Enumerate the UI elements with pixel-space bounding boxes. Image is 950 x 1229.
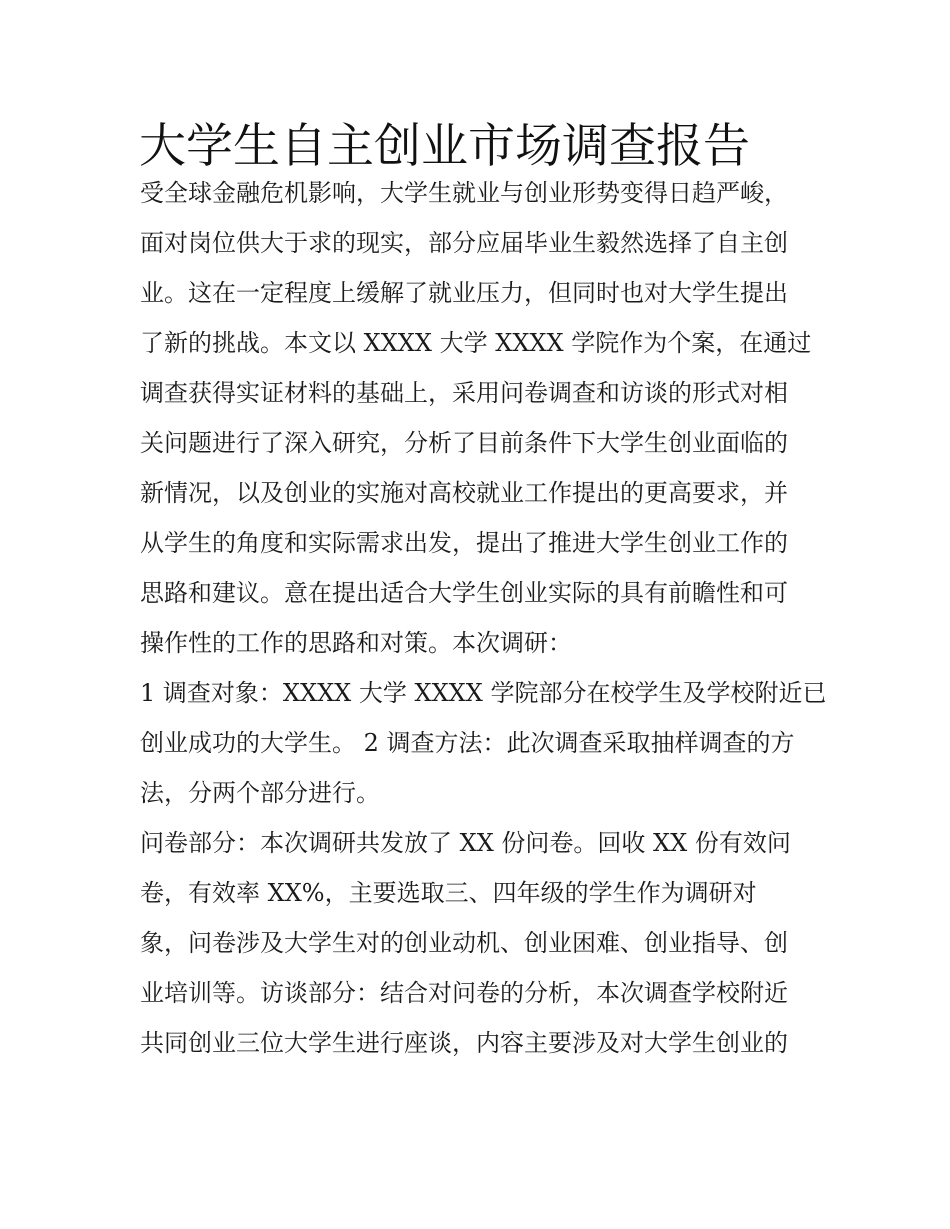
body-line: 业培训等。访谈部分：结合对问卷的分析，本次调查学校附近 bbox=[140, 979, 788, 1007]
body-line: 卷，有效率 XX%，主要选取三、四年级的学生作为调研对 bbox=[140, 879, 757, 907]
body-line: 从学生的角度和实际需求出发，提出了推进大学生创业工作的 bbox=[140, 529, 788, 557]
body-line: 面对岗位供大于求的现实，部分应届毕业生毅然选择了自主创 bbox=[140, 229, 788, 257]
body-line: 问卷部分：本次调研共发放了 XX 份问卷。回收 XX 份有效问 bbox=[140, 829, 791, 857]
body-line: 了新的挑战。本文以 XXXX 大学 XXXX 学院作为个案，在通过 bbox=[140, 329, 812, 357]
body-line: 新情况，以及创业的实施对高校就业工作提出的更高要求，并 bbox=[140, 479, 788, 507]
body-line: 关问题进行了深入研究，分析了目前条件下大学生创业面临的 bbox=[140, 429, 788, 457]
body-line: 象，问卷涉及大学生对的创业动机、创业困难、创业指导、创 bbox=[140, 929, 788, 957]
body-line: 操作性的工作的思路和对策。本次调研： bbox=[140, 629, 572, 657]
body-line: 受全球金融危机影响，大学生就业与创业形势变得日趋严峻， bbox=[140, 179, 788, 207]
body-line: 调查获得实证材料的基础上，采用问卷调查和访谈的形式对相 bbox=[140, 379, 788, 407]
body-line: 创业成功的大学生。 2 调查方法：此次调查采取抽样调查的方 bbox=[140, 729, 795, 757]
body-line: 1 调查对象：XXXX 大学 XXXX 学院部分在校学生及学校附近已 bbox=[140, 679, 827, 707]
body-line: 业。这在一定程度上缓解了就业压力，但同时也对大学生提出 bbox=[140, 279, 788, 307]
body-line: 思路和建议。意在提出适合大学生创业实际的具有前瞻性和可 bbox=[140, 579, 788, 607]
body-line: 法，分两个部分进行。 bbox=[140, 779, 380, 807]
document-title: 大学生自主创业市场调查报告 bbox=[139, 119, 750, 174]
body-line: 共同创业三位大学生进行座谈，内容主要涉及对大学生创业的 bbox=[140, 1029, 788, 1057]
